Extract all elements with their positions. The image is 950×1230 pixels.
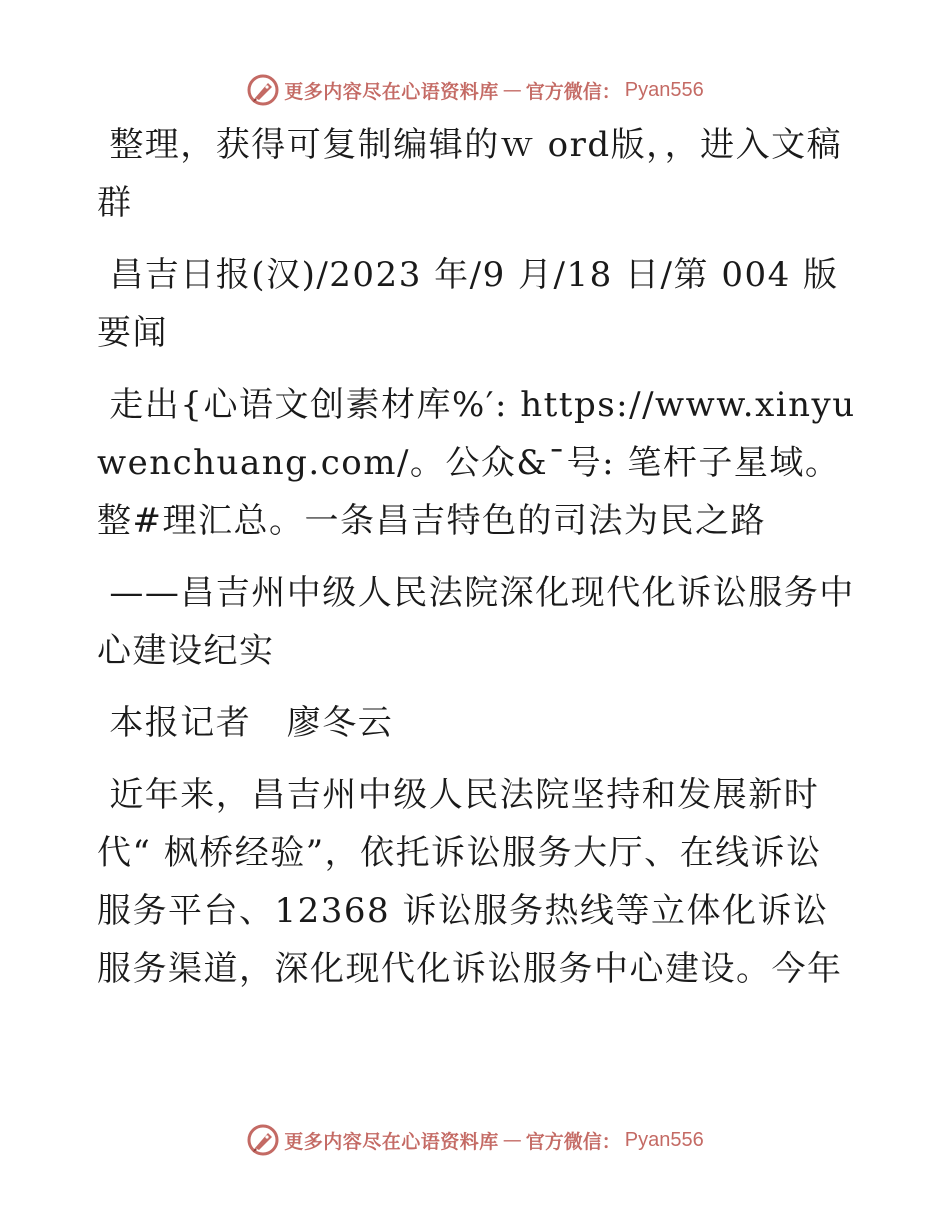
banner-wechat-id: Pyan556 <box>624 78 704 101</box>
paragraph-intro: 整理，获得可复制编辑的ｗ ord版，，进入文稿群 <box>97 125 843 223</box>
paragraph-byline: 本报记者 廖冬云 <box>97 703 394 743</box>
document-body <box>97 116 857 1012</box>
banner-wechat-id: Pyan556 <box>624 1128 704 1151</box>
header-banner <box>0 70 950 110</box>
paragraph-source: 昌吉日报(汉)/2023 年/9 月/18 日/第 004 版要闻 <box>97 255 839 353</box>
banner-site-text: 更多内容尽在心语资料库 <box>284 1130 499 1153</box>
banner-site-text: 更多内容尽在心语资料库 <box>284 80 499 103</box>
banner-wechat-label: 官方微信： <box>525 1130 621 1153</box>
banner-separator: — <box>502 1129 522 1151</box>
banner-wechat-label: 官方微信： <box>525 80 621 103</box>
pen-nib-logo-icon <box>246 73 280 107</box>
footer-banner <box>0 1120 950 1160</box>
paragraph-title: 走出{心语文创素材库%′: https://www.xinyuwenchuang.com/。公众&¯号: 笔杆子星域。整#理汇总。一条昌吉特色的司法为民之路 <box>97 385 856 541</box>
banner-separator: — <box>502 79 522 101</box>
paragraph-body: 近年来，昌吉州中级人民法院坚持和发展新时代“ 枫桥经验”，依托诉讼服务大厅、在线诉讼服务平台、12368 诉讼服务热线等立体化诉讼服务渠道，深化现代化诉讼服务中心建设。今年 <box>97 775 843 989</box>
pen-nib-logo-icon <box>246 1123 280 1157</box>
paragraph-subtitle: ——昌吉州中级人民法院深化现代化诉讼服务中心建设纪实 <box>97 573 855 671</box>
